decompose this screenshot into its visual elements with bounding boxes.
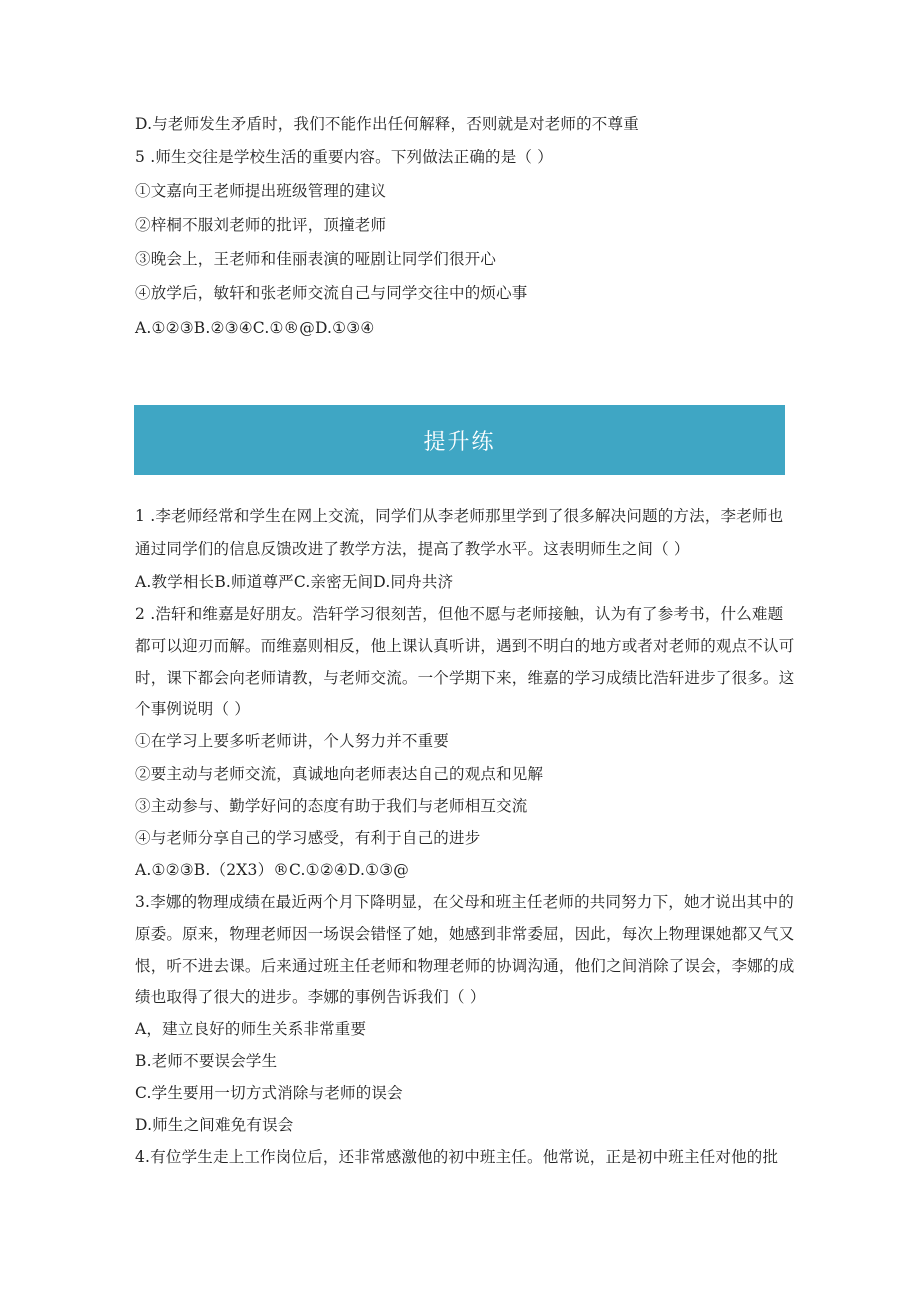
question-3-option-c: C.学生要用一切方式消除与老师的误会: [135, 1084, 403, 1102]
statement-3: ③主动参与、勤学好问的态度有助于我们与老师相互交流: [135, 797, 528, 815]
question-2-stem-cont: 时，课下都会向老师请教，与老师交流。一个学期下来，维嘉的学习成绩比浩轩进步了很多。这: [135, 669, 795, 687]
question-3-option-a: A，建立良好的师生关系非常重要: [135, 1020, 367, 1038]
question-2-options: A.①②③B.（2X3）®C.①②④D.①③@: [135, 861, 409, 879]
statement-1: ①在学习上要多听老师讲，个人努力并不重要: [135, 732, 450, 750]
question-3-option-d: D.师生之间难免有误会: [135, 1116, 294, 1134]
question-3-stem-cont: 恨，听不进去课。后来通过班主任老师和物理老师的协调沟通，他们之间消除了误会，李娜的成: [135, 957, 795, 975]
statement-1: ①文嘉向王老师提出班级管理的建议: [135, 182, 387, 200]
question-1-options: A.教学相长B.师道尊严C.亲密无间D.同舟共济: [135, 573, 454, 591]
answer-options: A.①②③B.②③④C.①®@D.①③④: [135, 319, 375, 337]
question-2-stem-cont: 都可以迎刃而解。而维嘉则相反，他上课认真听讲，遇到不明白的地方或者对老师的观点不认可: [135, 637, 795, 655]
statement-4: ④放学后，敏轩和张老师交流自己与同学交往中的烦心事: [135, 284, 528, 302]
option-d-line: D.与老师发生矛盾时，我们不能作出任何解释，否则就是对老师的不尊重: [135, 115, 639, 133]
question-1-stem-cont: 通过同学们的信息反馈改进了教学方法，提高了教学水平。这表明师生之间（ ）: [135, 540, 690, 558]
question-2-stem: 2 .浩轩和维嘉是好朋友。浩轩学习很刻苦，但他不愿与老师接触，认为有了参考书，什么难题: [135, 605, 784, 623]
question-1-stem: 1 .李老师经常和学生在网上交流，同学们从李老师那里学到了很多解决问题的方法，李老师也: [135, 507, 784, 525]
question-5-stem: 5 .师生交往是学校生活的重要内容。下列做法正确的是（ ）: [135, 148, 553, 166]
statement-2: ②要主动与老师交流，真诚地向老师表达自己的观点和见解: [135, 765, 544, 783]
section-title: 提升练: [423, 429, 496, 455]
question-3-stem-cont: 原委。原来，物理老师因一场误会错怪了她，她感到非常委屈，因此，每次上物理课她都又气又: [135, 925, 795, 943]
section-banner: [134, 405, 785, 475]
question-3-option-b: B.老师不要误会学生: [135, 1052, 278, 1070]
statement-3: ③晚会上，王老师和佳丽表演的哑剧让同学们很开心: [135, 250, 497, 268]
question-4-stem: 4.有位学生走上工作岗位后，还非常感激他的初中班主任。他常说，正是初中班主任对他的批: [135, 1148, 779, 1166]
question-3-stem-cont: 绩也取得了很大的进步。李娜的事例告诉我们（ ）: [135, 988, 486, 1006]
statement-2: ②梓桐不服刘老师的批评，顶撞老师: [135, 216, 387, 234]
question-2-stem-cont: 个事例说明（ ）: [135, 700, 251, 718]
statement-4: ④与老师分享自己的学习感受，有利于自己的进步: [135, 829, 481, 847]
question-3-stem: 3.李娜的物理成绩在最近两个月下降明显，在父母和班主任老师的共同努力下，她才说出其中的: [135, 893, 794, 911]
